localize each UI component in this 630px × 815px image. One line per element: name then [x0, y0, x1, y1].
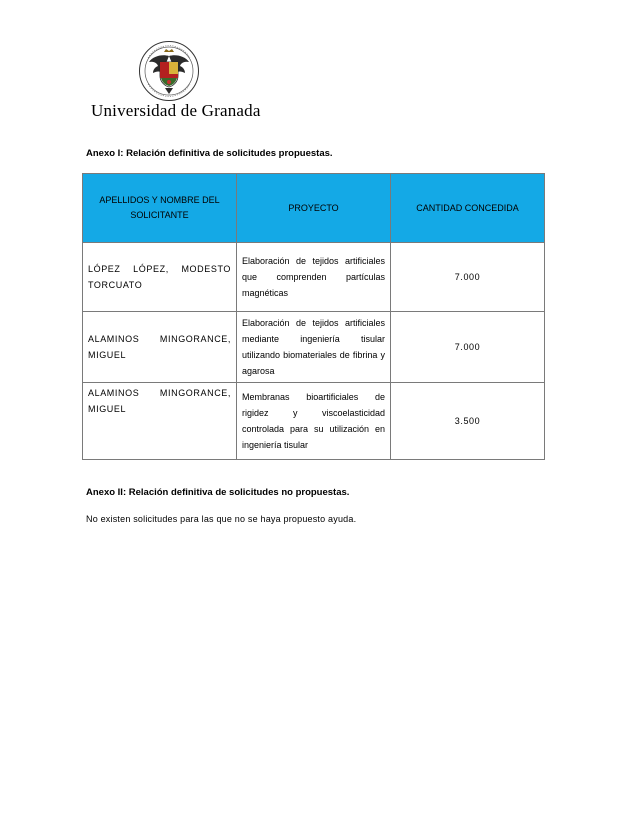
project-cell: Elaboración de tejidos artificiales que comprenden partículas magnéticas [237, 243, 391, 312]
annex-2-note: No existen solicitudes para las que no se haya propuesto ayuda. [86, 514, 357, 524]
annex-1-title: Anexo I: Relación definitiva de solicitudes propuestas. [86, 148, 333, 159]
applicant-name-cell [83, 383, 237, 460]
table-row [83, 243, 545, 312]
column-header-applicant: APELLIDOS Y NOMBRE DEL SOLICITANTE [83, 174, 237, 243]
annex-2-title: Anexo II: Relación definitiva de solicitudes no propuestas. [86, 487, 350, 498]
column-header-project: PROYECTO [237, 174, 391, 243]
amount-cell: 7.000 [391, 312, 545, 383]
applicant-name-line: ALAMINOS MINGORANCE, [88, 334, 231, 344]
project-cell: Elaboración de tejidos artificiales mediante ingeniería tisular utilizando biomateriales de fibrina y agarosa [237, 312, 391, 383]
university-name: Universidad de Granada [91, 101, 261, 120]
coat-of-arms-icon [138, 40, 200, 102]
applicant-name-line: TORCUATO [88, 280, 143, 290]
applicant-name-line: LÓPEZ LÓPEZ, MODESTO [88, 264, 231, 274]
applicant-name-line: ALAMINOS MINGORANCE, [88, 388, 231, 398]
column-header-amount: CANTIDAD CONCEDIDA [391, 174, 545, 243]
applicant-name-line: MIGUEL [88, 350, 127, 360]
amount-cell: 7.000 [391, 243, 545, 312]
applicant-name-cell [83, 243, 237, 312]
table-header-row [83, 174, 545, 243]
amount-cell: 3.500 [391, 383, 545, 460]
applicant-name-cell [83, 312, 237, 383]
university-seal-logo [138, 40, 200, 102]
table-row [83, 383, 545, 460]
grants-table [82, 173, 545, 460]
project-cell: Membranas bioartificiales de rigidez y viscoelasticidad controlada para su utilización en ingeniería tisular [237, 383, 391, 460]
table-row [83, 312, 545, 383]
applicant-name-line: MIGUEL [88, 404, 127, 414]
